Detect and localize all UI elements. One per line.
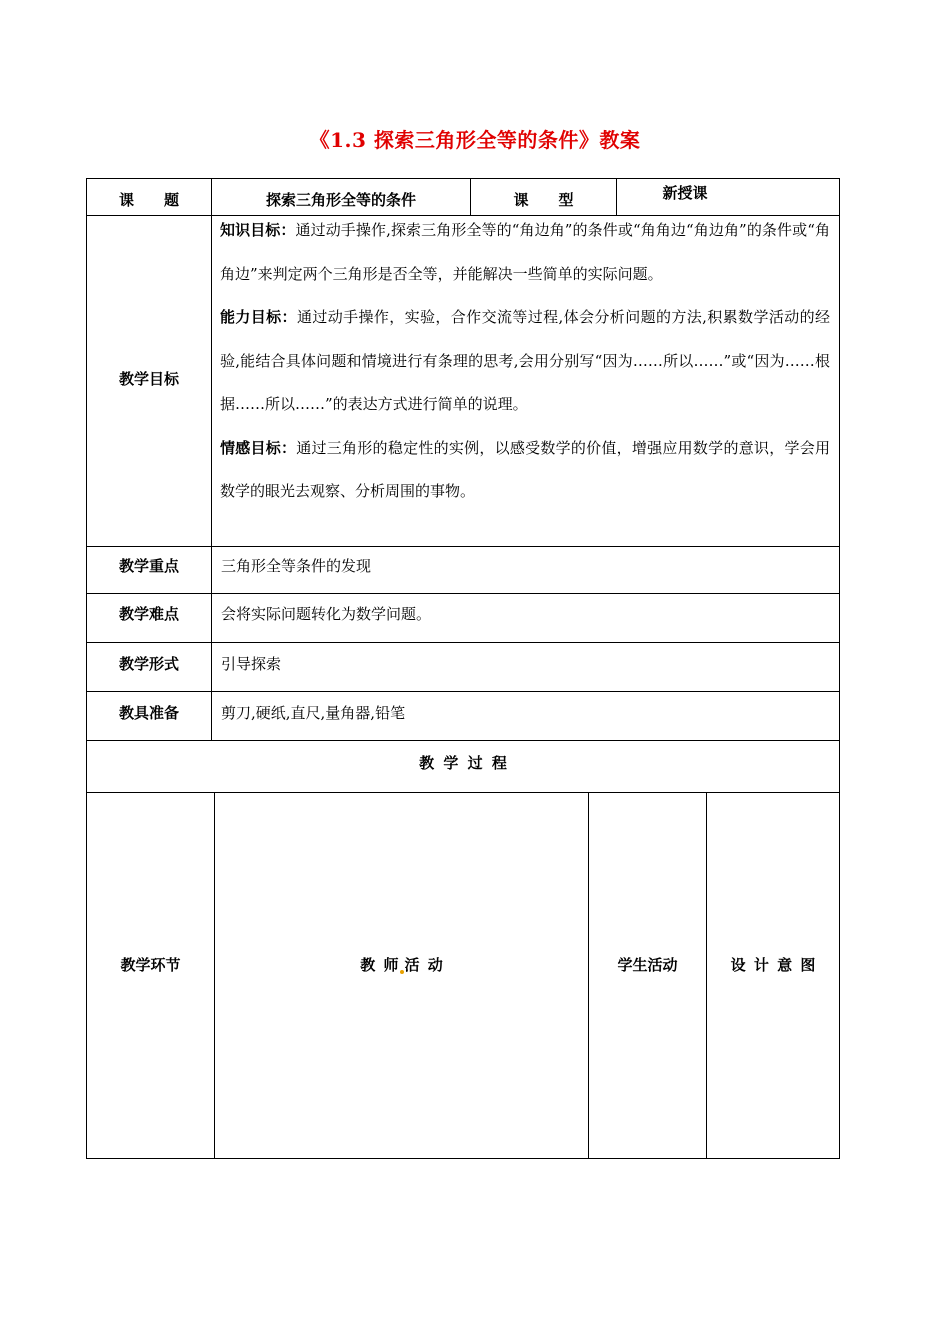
emotion-objective: [220, 427, 830, 514]
col-design: 设 计 意 图: [730, 956, 816, 974]
form-label: 教学形式: [118, 655, 179, 673]
ability-objective: [220, 296, 830, 427]
dot-mark-icon: [400, 970, 404, 974]
col-teacher-part-a: 教 师: [360, 956, 399, 974]
form-value: 引导探索: [221, 655, 282, 673]
difficulty-value: 会将实际问题转化为数学问题。: [221, 605, 432, 623]
document-title: 《1.3 探索三角形全等的条件》教案: [309, 128, 641, 152]
objectives-content: [220, 209, 830, 514]
ability-objective-label: 能力目标：: [220, 308, 297, 326]
tools-value: 剪刀,硬纸,直尺,量角器,铅笔: [221, 704, 406, 722]
focus-label: 教学重点: [118, 557, 179, 575]
type-value: 新授课: [662, 184, 708, 202]
col-teacher-part-b: 活 动: [404, 956, 443, 974]
topic-label: 课 题: [118, 191, 179, 209]
objectives-label: 教学目标: [118, 370, 179, 388]
process-heading: 教 学 过 程: [419, 754, 507, 772]
knowledge-objective-label: 知识目标：: [220, 221, 296, 239]
col-teacher: [215, 954, 588, 975]
col-stage: 教学环节: [120, 956, 181, 974]
topic-value: 探索三角形全等的条件: [265, 191, 416, 209]
tools-label: 教具准备: [118, 704, 179, 722]
focus-value: 三角形全等条件的发现: [221, 557, 372, 575]
type-label: 课 型: [513, 191, 574, 209]
col-student: 学生活动: [617, 956, 678, 974]
difficulty-label: 教学难点: [118, 605, 179, 623]
ability-objective-text: 通过动手操作，实验，合作交流等过程,体会分析问题的方法,积累数学活动的经验,能结合具体问题和情境进行有条理的思考,会用分别写“因为……所以……”或“因为……根据……所以……”的表达方式进行简单的说理。: [220, 308, 830, 413]
emotion-objective-label: 情感目标：: [220, 438, 297, 457]
knowledge-objective: [220, 209, 830, 296]
emotion-objective-text: 通过三角形的稳定性的实例，以感受数学的价值，增强应用数学的意识，学会用数学的眼光去观察、分析周围的事物。: [220, 438, 830, 500]
knowledge-objective-text: 通过动手操作,探索三角形全等的“角边角”的条件或“角角边“角边角”的条件或“角角边”来判定两个三角形是否全等，并能解决一些简单的实际问题。: [220, 221, 830, 283]
